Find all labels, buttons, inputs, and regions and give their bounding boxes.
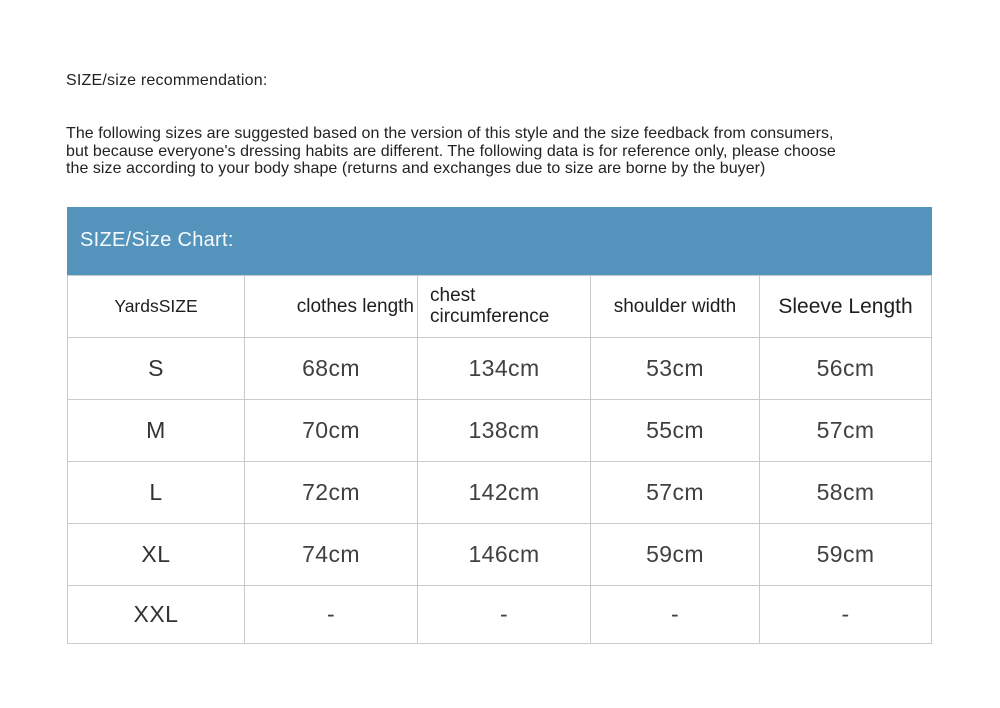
cell-xl-chest-circumference: 146cm	[418, 523, 591, 585]
cell-l-clothes-length: 72cm	[245, 461, 418, 523]
table-row-l	[68, 461, 932, 523]
cell-xl-shoulder-width: 59cm	[591, 523, 760, 585]
cell-xxl-chest-circumference: -	[418, 585, 591, 643]
column-header-shoulder-width: shoulder width	[591, 275, 760, 337]
cell-m-shoulder-width: 55cm	[591, 399, 760, 461]
size-label-s: S	[68, 337, 245, 399]
size-label-l: L	[68, 461, 245, 523]
cell-m-chest-circumference: 138cm	[418, 399, 591, 461]
size-chart-table	[67, 275, 932, 644]
table-row-m	[68, 399, 932, 461]
cell-xxl-shoulder-width: -	[591, 585, 760, 643]
column-header-sleeve-length: Sleeve Length	[760, 275, 932, 337]
cell-xl-clothes-length: 74cm	[245, 523, 418, 585]
table-row-xxl	[68, 585, 932, 643]
column-header-chest-circumference: chest circumference	[418, 275, 591, 337]
cell-xxl-sleeve-length: -	[760, 585, 932, 643]
cell-l-sleeve-length: 58cm	[760, 461, 932, 523]
size-chart-header-label: SIZE/Size Chart:	[80, 229, 234, 251]
column-header-size: YardsSIZE	[68, 275, 245, 337]
description-line-2: but because everyone's dressing habits are different. The following data is for reference only, please choose	[66, 142, 836, 160]
cell-l-shoulder-width: 57cm	[591, 461, 760, 523]
cell-xxl-clothes-length: -	[245, 585, 418, 643]
description-line-3: the size according to your body shape (returns and exchanges due to size are borne by the buyer)	[66, 160, 766, 177]
cell-m-sleeve-length: 57cm	[760, 399, 932, 461]
cell-s-sleeve-length: 56cm	[760, 337, 932, 399]
cell-s-shoulder-width: 53cm	[591, 337, 760, 399]
column-header-clothes-length: clothes length	[245, 275, 418, 337]
table-row-s	[68, 337, 932, 399]
size-chart	[67, 207, 932, 644]
table-row-xl	[68, 523, 932, 585]
size-label-m: M	[68, 399, 245, 461]
description-line-1: The following sizes are suggested based on the version of this style and the size feedback from consumers,	[66, 125, 834, 142]
cell-s-clothes-length: 68cm	[245, 337, 418, 399]
table-header-row	[68, 275, 932, 337]
size-label-xl: XL	[68, 523, 245, 585]
cell-m-clothes-length: 70cm	[245, 399, 418, 461]
size-chart-header	[67, 207, 932, 275]
section-title: SIZE/size recommendation:	[66, 72, 268, 89]
cell-s-chest-circumference: 134cm	[418, 337, 591, 399]
cell-xl-sleeve-length: 59cm	[760, 523, 932, 585]
cell-l-chest-circumference: 142cm	[418, 461, 591, 523]
size-description	[66, 125, 1000, 178]
size-label-xxl: XXL	[68, 585, 245, 643]
